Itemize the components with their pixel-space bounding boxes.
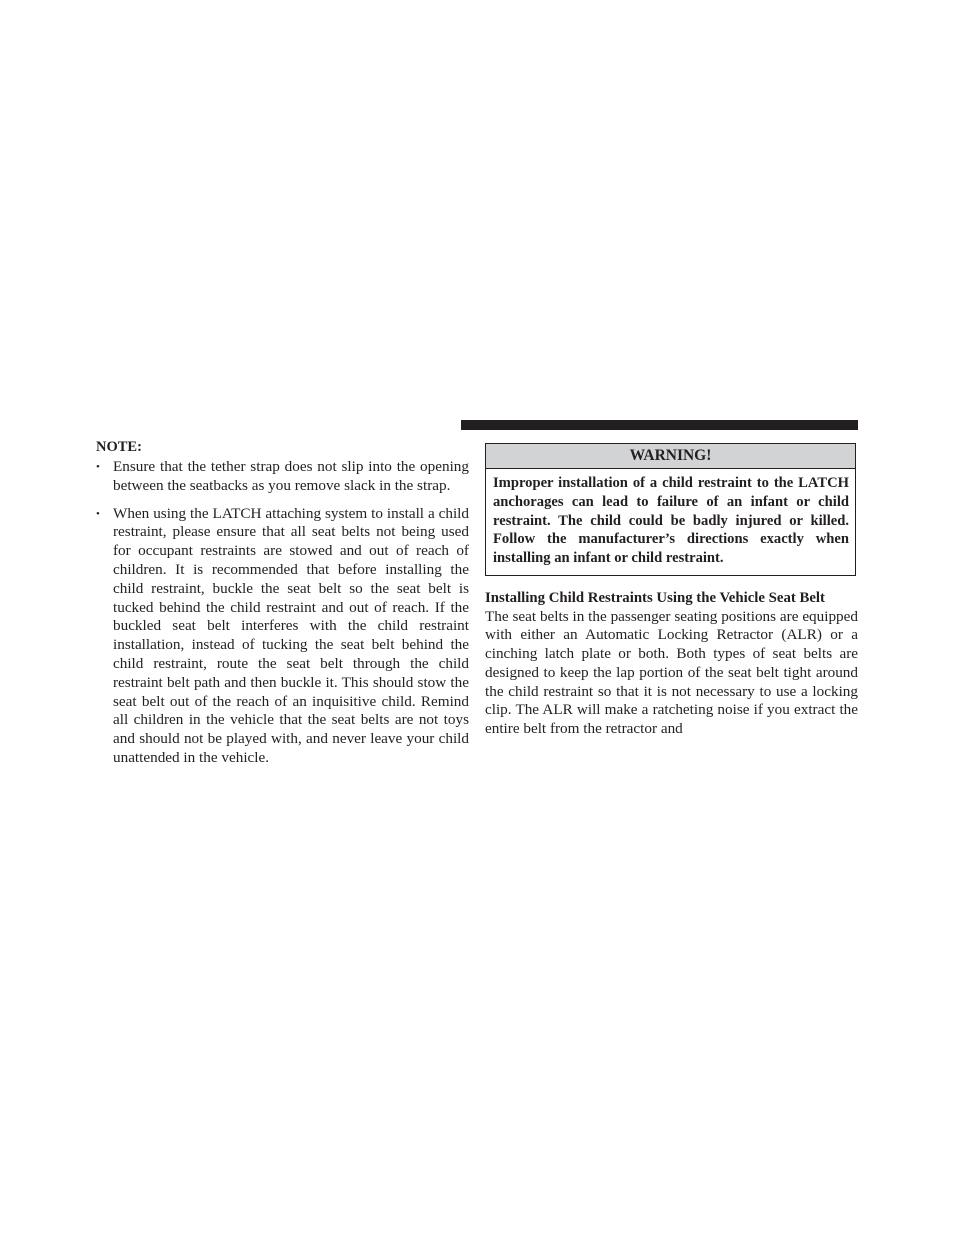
list-item (96, 458, 469, 496)
bullet-text: Ensure that the tether strap does not slip into the opening between the seatbacks as you remove slack in the strap. (113, 458, 469, 494)
bullet-text: When using the LATCH attaching system to install a child restraint, please ensure that all seat belts not being used for occupant restraints are stowed and out of reach of children. It is recommended that before installing the child restraint, buckle the seat belt so the seat belt is tucked behind the child restraint and out of reach. If the buckled seat belt interferes with the child restraint installation, instead of tucking the seat belt behind the child restraint, route the seat belt through the child restraint belt path and then buckle it. This should stow the seat belt out of the reach of an inquisitive child. Remind all children in the vehicle that the seat belts are not toys and should not be played with, and never leave your child unattended in the vehicle. (113, 504, 469, 766)
section-column (485, 589, 858, 739)
note-bullet-list (96, 458, 469, 768)
bullet-icon: • (96, 507, 100, 520)
warning-box (485, 443, 856, 576)
warning-body: Improper installation of a child restraint to the LATCH anchorages can lead to failure of an infant or child restraint. The child could be badly injured or killed. Follow the manufacturer’s directions exactly when installing an infant or child restraint. (493, 475, 849, 567)
section-body: The seat belts in the passenger seating positions are equipped with either an Automatic Locking Retractor (ALR) or a cinching latch plate or both. Both types of seat belts are designed to keep the lap portion of the seat belt tight around the child restraint so that it is not necessary to use a locking clip. The ALR will make a ratcheting noise if you extract the entire belt from the retractor and (485, 607, 858, 738)
section-divider-bar (461, 420, 858, 430)
note-label: NOTE: (96, 439, 142, 455)
section-heading: Installing Child Restraints Using the Vehicle Seat Belt (485, 590, 825, 606)
note-column (96, 438, 469, 777)
list-item (96, 505, 469, 768)
warning-title: WARNING! (486, 444, 855, 469)
bullet-icon: • (96, 461, 100, 473)
